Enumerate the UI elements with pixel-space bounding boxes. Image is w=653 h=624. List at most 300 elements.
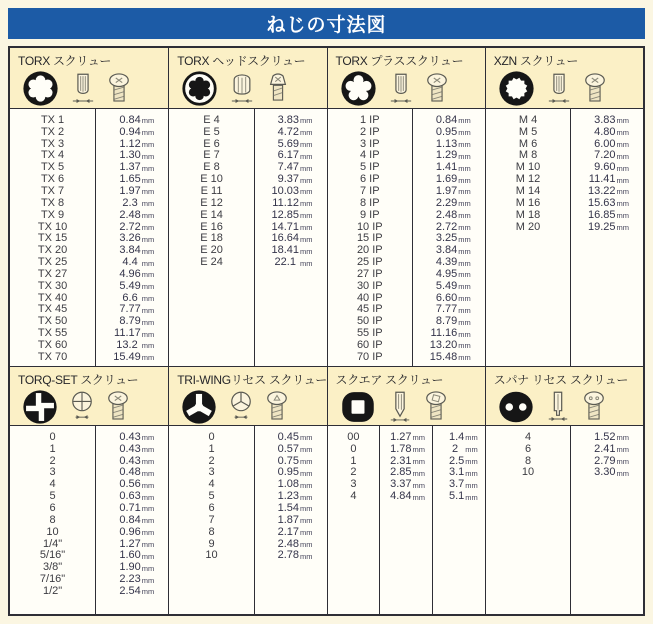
value-unit: mm (141, 140, 155, 150)
value-unit: mm (300, 540, 313, 550)
value-unit: mm (458, 140, 471, 150)
value-unit: mm (300, 457, 313, 467)
value-number: 2.72 (119, 220, 141, 233)
triple-square-recess-icon (498, 70, 535, 107)
size-label: TX 4 (40, 149, 65, 162)
size-label: 20 IP (356, 244, 383, 257)
value-column (432, 426, 485, 614)
size-label: TX 55 (37, 327, 68, 340)
size-label: 4 (524, 430, 532, 443)
value-number: 3.30 (594, 466, 616, 479)
size-label: 4 IP (360, 149, 380, 162)
value-number: 1.69 (435, 173, 458, 186)
size-label: M 4 (518, 113, 538, 126)
screw-side-icon (106, 390, 130, 424)
size-value (96, 209, 168, 221)
size-value (413, 126, 485, 138)
size-label: M 5 (518, 125, 538, 138)
size-label: 7/16" (39, 573, 66, 586)
value-number: 3.37 (390, 478, 412, 491)
value-unit: mm (300, 445, 313, 455)
size-label: TX 2 (40, 125, 65, 138)
size-value (433, 478, 485, 490)
value-number: 4.4 (122, 256, 141, 269)
size-label: 8 IP (360, 196, 380, 209)
size-value (96, 502, 168, 514)
size-label: E 6 (203, 137, 220, 150)
size-label: E 16 (200, 220, 223, 233)
value-unit: mm (412, 492, 425, 502)
value-unit: mm (300, 187, 313, 197)
size-value (413, 150, 485, 162)
value-number: 2.3 (122, 196, 141, 209)
value-number: 15.49 (113, 350, 141, 363)
size-value (96, 126, 168, 138)
value-number: 7.77 (119, 303, 141, 316)
size-value (96, 173, 168, 185)
size-value (413, 304, 485, 316)
driver-bit-icon (389, 72, 413, 106)
value-number: 0.63 (119, 490, 141, 503)
size-label: 10 IP (356, 220, 383, 233)
size-value (433, 490, 485, 502)
value-unit: mm (458, 163, 471, 173)
size-value (413, 114, 485, 126)
value-unit: mm (458, 353, 471, 363)
square-recess-icon (340, 389, 376, 425)
value-number: 15.48 (429, 350, 458, 363)
size-value (255, 173, 327, 185)
value-number: 0.43 (119, 430, 141, 443)
size-label: 1/2" (42, 584, 63, 597)
value-number: 1.23 (277, 490, 299, 503)
size-label: 25 IP (356, 256, 383, 269)
size-value (255, 244, 327, 256)
size-label: 6 (524, 442, 532, 455)
screw-side-icon (265, 390, 289, 424)
value-unit: mm (616, 175, 629, 185)
value-unit: mm (141, 516, 155, 526)
value-number: 9.60 (594, 161, 616, 174)
value-unit: mm (458, 258, 471, 268)
size-label: TX 7 (40, 184, 65, 197)
value-number: 7.47 (277, 161, 299, 174)
value-unit: mm (465, 492, 478, 502)
size-label: E 24 (200, 256, 223, 269)
value-unit: mm (300, 551, 313, 561)
size-label: TX 30 (37, 279, 68, 292)
value-number: 0.43 (119, 442, 141, 455)
value-unit: mm (141, 551, 155, 561)
size-value (380, 478, 432, 490)
snake-eye-recess-icon (498, 389, 534, 425)
size-label: E 12 (200, 196, 223, 209)
size-label: TX 50 (37, 315, 68, 328)
size-value (433, 431, 485, 443)
section-header-torx (10, 48, 168, 109)
value-number: 4.39 (435, 256, 458, 269)
value-unit: mm (300, 528, 313, 538)
driver-bit-icon (547, 72, 571, 106)
value-unit: mm (141, 246, 155, 256)
value-unit: mm (300, 211, 313, 221)
size-column (486, 109, 571, 366)
value-unit: mm (300, 492, 313, 502)
value-unit: mm (616, 128, 629, 138)
icon-row (177, 389, 320, 425)
size-value (380, 467, 432, 479)
size-label: M 16 (515, 196, 541, 209)
value-unit: mm (141, 540, 155, 550)
section-torq-set (10, 367, 168, 614)
section-torx-plus (327, 48, 485, 366)
size-value (571, 150, 643, 162)
size-label: 8 (524, 454, 532, 467)
size-label: TX 9 (40, 208, 65, 221)
size-label: 10 (46, 525, 59, 538)
size-label: 0 (350, 442, 357, 455)
size-label: 3 IP (360, 137, 380, 150)
size-label: 3 (208, 466, 215, 479)
value-unit: mm (141, 433, 155, 443)
value-unit: mm (616, 468, 629, 478)
cross-diagram-icon (70, 390, 94, 424)
value-number: 5.1 (448, 490, 465, 503)
size-label: 6 IP (360, 173, 380, 186)
value-number: 11.17 (114, 327, 141, 340)
value-number: 1.12 (119, 137, 141, 150)
size-label: TX 20 (37, 244, 68, 257)
size-value (255, 502, 327, 514)
size-label: 1 (49, 442, 56, 455)
value-number: 1.90 (119, 561, 141, 574)
size-value (96, 339, 168, 351)
section-body-square (328, 426, 485, 614)
value-unit: mm (458, 187, 471, 197)
value-unit: mm (300, 128, 313, 138)
value-unit: mm (458, 329, 471, 339)
section-header-xzn (486, 48, 643, 109)
size-column (328, 426, 380, 614)
value-number: 8.79 (435, 315, 458, 328)
value-unit: mm (300, 480, 313, 490)
size-value (571, 443, 643, 455)
size-value (255, 209, 327, 221)
section-title: スパナ リセス スクリュー (493, 373, 629, 387)
size-label: TX 1 (40, 113, 65, 126)
section-title: スクエア スクリュー (335, 373, 444, 387)
size-value (96, 221, 168, 233)
value-unit: mm (412, 433, 425, 443)
size-value (96, 478, 168, 490)
value-unit: mm (141, 211, 155, 221)
section-body-torq-set (10, 426, 168, 614)
value-number: 2.72 (435, 220, 458, 233)
value-number: 7.20 (594, 149, 616, 162)
size-label: 45 IP (356, 303, 383, 316)
value-number: 8.79 (119, 315, 141, 328)
size-value (96, 443, 168, 455)
slot-bit-icon (546, 390, 570, 424)
value-unit: mm (141, 270, 155, 280)
value-number: 6.00 (594, 137, 616, 150)
value-column (570, 109, 643, 366)
value-number: 0.45 (277, 430, 299, 443)
size-label: 27 IP (356, 267, 383, 280)
size-value (380, 490, 432, 502)
size-column (169, 109, 254, 366)
size-label: 4 (350, 490, 357, 503)
size-value (413, 161, 485, 173)
value-unit: mm (412, 480, 425, 490)
size-value (96, 538, 168, 550)
value-number: 3.25 (435, 232, 458, 245)
value-unit: mm (141, 163, 155, 173)
value-number: 4.72 (277, 125, 299, 138)
size-value (571, 467, 643, 479)
size-value (96, 197, 168, 209)
value-number: 22.1 (274, 256, 299, 269)
size-value (96, 549, 168, 561)
size-value (413, 197, 485, 209)
value-number: 2.29 (435, 196, 458, 209)
size-value (96, 455, 168, 467)
value-number: 1.13 (435, 137, 458, 150)
pointed-bit-icon (388, 390, 412, 424)
size-value (255, 150, 327, 162)
value-number: 1.97 (119, 184, 141, 197)
size-label: 1 (208, 442, 215, 455)
size-value (413, 209, 485, 221)
value-unit: mm (141, 528, 155, 538)
value-number: 7.77 (435, 303, 458, 316)
size-value (571, 161, 643, 173)
size-value (380, 443, 432, 455)
value-number: 1.97 (435, 184, 458, 197)
size-value (571, 173, 643, 185)
value-unit: mm (412, 468, 425, 478)
value-column (412, 109, 485, 366)
value-unit: mm (141, 317, 155, 327)
size-label: 30 IP (356, 279, 383, 292)
value-unit: mm (412, 445, 425, 455)
size-value (96, 490, 168, 502)
value-unit: mm (300, 140, 313, 150)
value-unit: mm (141, 258, 155, 268)
size-label: 5/16" (39, 549, 66, 562)
size-value (413, 292, 485, 304)
size-value (571, 138, 643, 150)
size-label: M 6 (518, 137, 538, 150)
section-spanner (485, 367, 643, 614)
value-number: 2.17 (277, 525, 299, 538)
value-unit: mm (141, 329, 155, 339)
value-column (95, 109, 168, 366)
section-header-torq-set (10, 367, 168, 426)
size-label: 4 (49, 478, 56, 491)
value-number: 1.87 (277, 513, 299, 526)
value-unit: mm (616, 223, 629, 233)
size-column (328, 109, 413, 366)
size-label: 7 IP (360, 184, 380, 197)
value-number: 2.41 (594, 442, 616, 455)
value-number: 1.29 (435, 149, 458, 162)
value-number: 2.31 (390, 454, 412, 467)
value-number: 0.56 (119, 478, 141, 491)
page-title: ねじの寸法図 (266, 15, 387, 36)
size-label: 5 (49, 490, 56, 503)
value-number: 2.78 (277, 549, 299, 562)
value-number: 0.43 (119, 454, 141, 467)
size-label: 8 (49, 513, 56, 526)
size-value (255, 514, 327, 526)
value-number: 16.85 (587, 208, 616, 221)
size-label: 0 (49, 430, 56, 443)
size-label: TX 8 (40, 196, 65, 209)
value-number: 3.83 (594, 113, 616, 126)
value-number: 5.49 (119, 279, 141, 292)
size-label: 8 (208, 525, 215, 538)
size-label: TX 70 (37, 350, 68, 363)
value-number: 11.12 (272, 196, 299, 209)
value-unit: mm (458, 294, 471, 304)
value-number: 4.96 (119, 267, 141, 280)
size-label: 40 IP (356, 291, 383, 304)
section-title: TORX プラススクリュー (335, 54, 464, 68)
value-number: 5.69 (277, 137, 299, 150)
size-value (96, 161, 168, 173)
value-number: 3.7 (448, 478, 465, 491)
size-label: TX 3 (40, 137, 65, 150)
size-value (571, 431, 643, 443)
icon-row (336, 389, 479, 425)
size-column (486, 426, 571, 614)
value-unit: mm (458, 246, 471, 256)
value-unit: mm (141, 445, 155, 455)
size-value (96, 561, 168, 573)
value-number: 1.52 (594, 430, 616, 443)
size-value (255, 114, 327, 126)
size-value (255, 185, 327, 197)
value-number: 2.54 (119, 584, 141, 597)
bolt-side-icon (266, 72, 290, 106)
value-unit: mm (141, 175, 155, 185)
value-number: 19.25 (587, 220, 616, 233)
size-value (96, 467, 168, 479)
size-label: 00 (347, 430, 360, 443)
value-number: 14.71 (271, 220, 299, 233)
size-value (413, 280, 485, 292)
value-number: 2.48 (435, 208, 458, 221)
section-torx (10, 48, 168, 366)
value-unit: mm (141, 128, 155, 138)
size-value (255, 467, 327, 479)
value-number: 0.94 (119, 125, 141, 138)
section-body-xzn (486, 109, 643, 366)
value-number: 1.27 (119, 537, 141, 550)
size-label: 0 (208, 430, 215, 443)
value-number: 0.84 (119, 513, 141, 526)
size-label: M 20 (515, 220, 541, 233)
size-label: M 14 (515, 184, 541, 197)
size-label: 3/8" (42, 561, 63, 574)
screw-side-icon (424, 390, 448, 424)
value-number: 2.5 (448, 454, 465, 467)
size-label: E 11 (200, 184, 223, 197)
size-label: 2 (208, 454, 215, 467)
value-number: 1.54 (277, 501, 299, 514)
size-label: 55 IP (356, 327, 383, 340)
size-label: TX 5 (40, 161, 65, 174)
size-label: 5 (208, 490, 215, 503)
torx-recess-icon (22, 70, 59, 107)
size-label: E 4 (203, 113, 220, 126)
size-label: E 10 (200, 173, 223, 186)
value-number: 2.48 (119, 208, 141, 221)
screw-side-icon (425, 72, 449, 106)
value-number: 18.41 (271, 244, 299, 257)
value-unit: mm (141, 563, 155, 573)
value-unit: mm (616, 211, 629, 221)
value-unit: mm (458, 211, 471, 221)
value-unit: mm (300, 433, 313, 443)
value-number: 13.2 (116, 338, 141, 351)
value-unit: mm (300, 199, 313, 209)
value-number: 1.37 (119, 161, 141, 174)
section-tri-wing (168, 367, 326, 614)
size-value (96, 573, 168, 585)
value-number: 0.75 (277, 454, 299, 467)
size-label: 4 (208, 478, 215, 491)
size-value (96, 315, 168, 327)
value-unit: mm (458, 223, 471, 233)
value-number: 0.84 (435, 113, 458, 126)
icon-row (18, 70, 162, 107)
size-value (255, 526, 327, 538)
size-value (413, 138, 485, 150)
value-unit: mm (300, 516, 313, 526)
size-label: 10 (521, 466, 535, 479)
section-title: TRI-WINGリセス スクリュー (177, 373, 327, 387)
size-value (413, 185, 485, 197)
size-value (96, 150, 168, 162)
size-value (255, 431, 327, 443)
value-unit: mm (141, 353, 155, 363)
size-value (96, 138, 168, 150)
size-label: TX 45 (37, 303, 68, 316)
icon-row (494, 70, 637, 107)
size-value (96, 232, 168, 244)
size-value (255, 232, 327, 244)
screw-side-icon (583, 72, 607, 106)
value-number: 1.65 (119, 173, 141, 186)
size-value (571, 126, 643, 138)
value-unit: mm (616, 457, 629, 467)
size-label: 6 (49, 501, 56, 514)
size-value (255, 490, 327, 502)
value-number: 2.23 (119, 573, 141, 586)
size-value (96, 256, 168, 268)
value-number: 2 (452, 442, 465, 455)
size-value (413, 221, 485, 233)
value-unit: mm (458, 305, 471, 315)
size-label: 9 (208, 537, 215, 550)
size-label: M 12 (515, 173, 541, 186)
size-column (169, 426, 254, 614)
size-value (255, 138, 327, 150)
size-label: 50 IP (356, 315, 383, 328)
value-number: 1.4 (448, 430, 465, 443)
